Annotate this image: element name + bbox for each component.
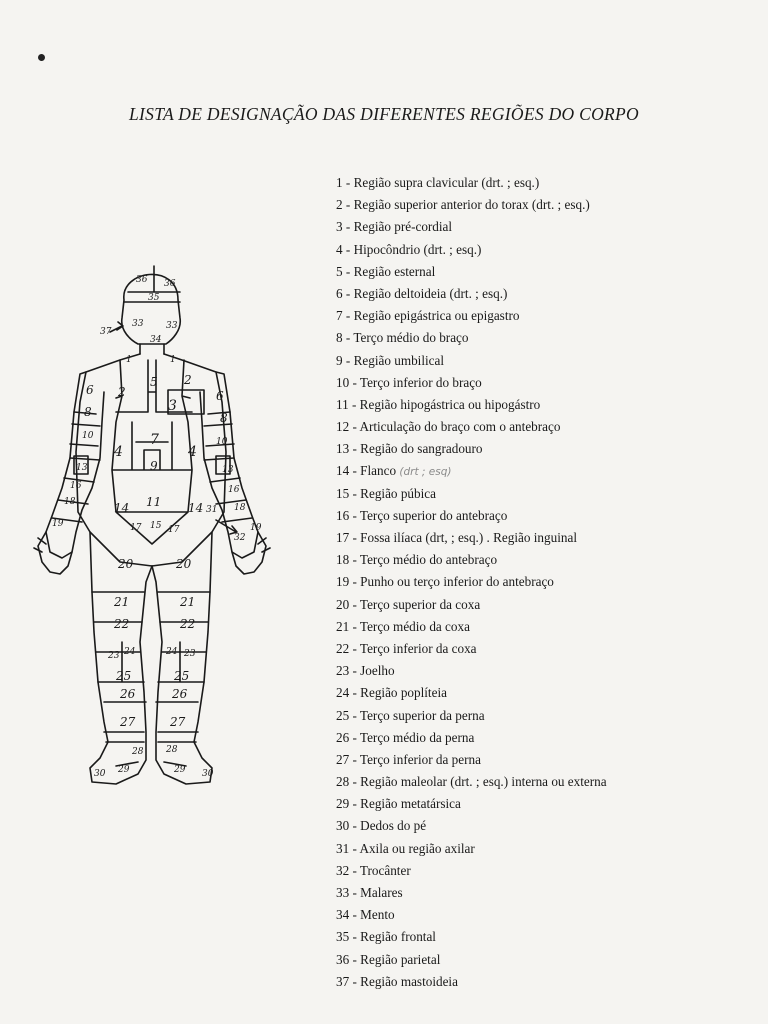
label-25: 25 <box>116 669 132 683</box>
list-item: 26 - Terço médio da perna <box>336 729 475 745</box>
label-1: 1 <box>126 355 132 365</box>
label-24b: 24 <box>166 647 178 657</box>
list-item: 12 - Articulação do braço com o antebraço <box>336 419 561 435</box>
label-4: 4 <box>114 444 123 460</box>
label-24: 24 <box>124 647 136 657</box>
list-item: 7 - Região epigástrica ou epigastro <box>336 308 520 324</box>
list-item-flanco <box>336 460 607 482</box>
label-30: 30 <box>94 769 106 779</box>
list-item: 17 - Fossa ilíaca (drt, ; esq.) . Região inguinal <box>336 530 577 545</box>
label-5: 5 <box>150 375 158 389</box>
label-7: 7 <box>150 432 159 448</box>
label-3: 3 <box>168 398 177 414</box>
list-item-text: 14 - Flanco <box>336 463 397 479</box>
list-item: 11 - Região hipogástrica ou hipogástro <box>336 396 541 412</box>
label-29: 29 <box>118 765 130 775</box>
list-item: 29 - Região metatársica <box>336 796 461 812</box>
list-item: 22 - Terço inferior da coxa <box>336 640 477 656</box>
label-15: 15 <box>150 521 162 531</box>
label-11: 11 <box>146 495 162 509</box>
list-item: 4 - Hipocôndrio (drt. ; esq.) <box>336 241 482 257</box>
label-27: 27 <box>120 715 136 729</box>
label-27b: 27 <box>170 715 186 729</box>
label-16b: 16 <box>228 485 240 495</box>
label-36: 36 <box>136 275 148 285</box>
label-8b: 8 <box>220 411 228 425</box>
label-22: 22 <box>114 617 130 631</box>
label-13b: 13 <box>222 465 234 475</box>
label-25b: 25 <box>174 669 190 683</box>
label-2: 2 <box>118 385 126 399</box>
label-19b: 19 <box>250 523 262 533</box>
label-10b: 10 <box>216 437 228 447</box>
label-8: 8 <box>84 405 92 419</box>
label-6: 6 <box>86 383 94 397</box>
handwritten-note: (drt ; esq) <box>399 466 452 479</box>
list-item: 13 - Região do sangradouro <box>336 441 483 457</box>
list-item: 30 - Dedos do pé <box>336 818 427 834</box>
label-21: 21 <box>114 595 130 609</box>
label-36b: 36 <box>164 279 176 289</box>
list-item: 2 - Região superior anterior do torax (drt. ; esq.) <box>336 197 590 213</box>
list-item: 33 - Malares <box>336 885 403 900</box>
label-20b: 20 <box>176 557 192 571</box>
label-28b: 28 <box>166 745 178 755</box>
list-item: 23 - Joelho <box>336 663 395 679</box>
label-17b: 17 <box>168 525 180 535</box>
label-18: 18 <box>64 497 76 507</box>
list-item: 27 - Terço inferior da perna <box>336 751 481 767</box>
list-item: 21 - Terço médio da coxa <box>336 618 470 634</box>
label-17: 17 <box>130 523 142 533</box>
label-14b: 14 <box>188 501 204 515</box>
list-item: 25 - Terço superior da perna <box>336 707 485 723</box>
label-30b: 30 <box>202 769 214 779</box>
list-item: 6 - Região deltoideia (drt. ; esq.) <box>336 285 508 301</box>
list-item: 5 - Região esternal <box>336 263 436 279</box>
label-23b: 23 <box>184 649 196 659</box>
list-item: 18 - Terço médio do antebraço <box>336 552 498 568</box>
label-22b: 22 <box>180 617 196 631</box>
label-23: 23 <box>108 651 120 661</box>
list-item: 37 - Região mastoideia <box>336 973 458 989</box>
list-item: 19 - Punho ou terço inferior do antebraço <box>336 574 554 590</box>
label-28: 28 <box>132 747 144 757</box>
label-10: 10 <box>82 431 94 441</box>
label-14: 14 <box>114 501 130 515</box>
diagram-number-labels <box>20 262 290 792</box>
label-19: 19 <box>52 519 64 529</box>
regions-list <box>336 172 607 993</box>
list-item: 32 - Trocânter <box>336 862 411 878</box>
list-item: 24 - Região poplíteia <box>336 685 447 701</box>
label-35: 35 <box>148 293 160 303</box>
list-item: 20 - Terço superior da coxa <box>336 596 481 612</box>
label-34: 34 <box>150 335 162 345</box>
label-33: 33 <box>132 319 144 329</box>
list-item: 31 - Axila ou região axilar <box>336 840 475 856</box>
list-item: 34 - Mento <box>336 907 395 923</box>
label-21b: 21 <box>180 595 196 609</box>
label-29b: 29 <box>174 765 186 775</box>
label-9: 9 <box>150 459 158 473</box>
label-13: 13 <box>76 463 88 473</box>
document-title: LISTA DE DESIGNAÇÃO DAS DIFERENTES REGIÕES DO CORPO <box>129 104 639 124</box>
list-item: 1 - Região supra clavicular (drt. ; esq.) <box>336 175 540 190</box>
label-6b: 6 <box>216 389 224 403</box>
label-2b: 2 <box>184 373 192 387</box>
body-regions-diagram <box>20 262 290 792</box>
hole-punch-mark <box>37 53 47 63</box>
list-item: 15 - Região púbica <box>336 485 436 501</box>
list-item: 8 - Terço médio do braço <box>336 330 469 346</box>
list-item: 35 - Região frontal <box>336 929 436 945</box>
list-item: 10 - Terço inferior do braço <box>336 374 482 390</box>
list-item: 3 - Região pré-cordial <box>336 219 453 235</box>
label-26: 26 <box>120 687 136 701</box>
label-18b: 18 <box>234 503 246 513</box>
label-32: 32 <box>234 533 246 543</box>
label-20: 20 <box>118 557 134 571</box>
label-4b: 4 <box>188 444 197 460</box>
list-item: 16 - Terço superior do antebraço <box>336 507 508 523</box>
label-1b: 1 <box>170 355 176 365</box>
label-16: 16 <box>70 481 82 491</box>
list-item: 36 - Região parietal <box>336 951 441 967</box>
label-26b: 26 <box>172 687 188 701</box>
label-33b: 33 <box>166 321 178 331</box>
label-31: 31 <box>206 505 218 515</box>
label-37: 37 <box>100 327 112 337</box>
list-item: 9 - Região umbilical <box>336 352 445 368</box>
list-item: 28 - Região maleolar (drt. ; esq.) interna ou externa <box>336 774 607 790</box>
